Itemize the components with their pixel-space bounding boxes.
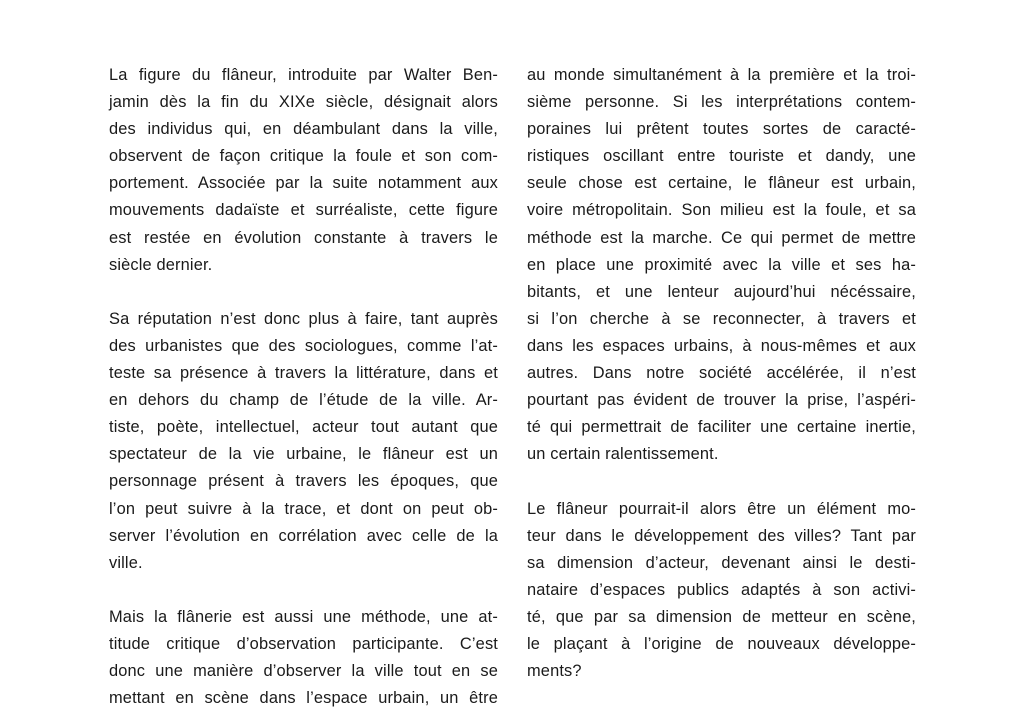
text-line: seule chose est certaine, le flâneur est urbain, xyxy=(527,174,916,193)
text-line: mettant en scène dans l’espace urbain, un être xyxy=(109,689,498,708)
paragraph-gap xyxy=(109,279,498,306)
text-line: dans les espaces urbains, à nous-mêmes et aux xyxy=(527,336,916,355)
text-column-left xyxy=(109,62,498,712)
text-line: donc une manière d’observer la ville tout en se xyxy=(109,662,498,681)
paragraph-gap xyxy=(527,468,916,495)
text-line: ville. xyxy=(109,553,143,572)
text-line: ments? xyxy=(527,662,582,681)
text-line: té qui permettrait de faciliter une certaine inertie, xyxy=(527,418,916,437)
text-line: nataire d’espaces publics adaptés à son activi- xyxy=(527,580,916,599)
text-line: server l’évolution en corrélation avec celle de la xyxy=(109,526,498,545)
text-line: teur dans le développement des villes? Tant par xyxy=(527,526,916,545)
text-line: spectateur de la vie urbaine, le flâneur est un xyxy=(109,445,498,464)
text-line: té, que par sa dimension de metteur en scène, xyxy=(527,607,916,626)
text-line: des individus qui, en déambulant dans la ville, xyxy=(109,120,498,139)
text-line: titude critique d’observation participante. C’est xyxy=(109,634,498,653)
text-line: La figure du flâneur, introduite par Walter Ben- xyxy=(109,66,498,84)
text-line: est restée en évolution constante à travers le xyxy=(109,228,498,247)
text-line: tiste, poète, intellectuel, acteur tout autant que xyxy=(109,418,498,437)
text-line: pourtant pas évident de trouver la prise, l’aspéri- xyxy=(527,391,916,410)
text-line: jamin dès la fin du XIXe siècle, désignait alors xyxy=(109,93,498,112)
text-line: si l’on cherche à se reconnecter, à travers et xyxy=(527,309,916,328)
text-line: l’on peut suivre à la trace, et dont on peut ob- xyxy=(109,499,498,518)
text-line: Mais la flânerie est aussi une méthode, une at- xyxy=(109,607,498,626)
text-line: personnage présent à travers les époques, que xyxy=(109,472,498,491)
text-line: en place une proximité avec la ville et ses ha- xyxy=(527,255,916,274)
text-line: sième personne. Si les interprétations contem- xyxy=(527,93,916,112)
text-line: siècle dernier. xyxy=(109,255,213,274)
text-line: le plaçant à l’origine de nouveaux développe- xyxy=(527,634,916,653)
text-line: en dehors du champ de l’étude de la ville. Ar- xyxy=(109,391,498,410)
text-line: Sa réputation n’est donc plus à faire, tant auprès xyxy=(109,309,498,328)
text-line: portement. Associée par la suite notamment aux xyxy=(109,174,498,193)
text-line: des urbanistes que des sociologues, comme l’at- xyxy=(109,336,498,355)
text-line: Le flâneur pourrait-il alors être un élément mo- xyxy=(527,499,916,518)
text-line: autres. Dans notre société accélérée, il n’est xyxy=(527,364,916,383)
text-line: sa dimension d’acteur, devenant ainsi le desti- xyxy=(527,553,916,572)
text-column-right xyxy=(527,62,916,685)
text-line: méthode est la marche. Ce qui permet de mettre xyxy=(527,228,916,247)
text-line: au monde simultanément à la première et la troi- xyxy=(527,66,916,84)
text-line: observent de façon critique la foule et son com- xyxy=(109,147,498,166)
text-line: mouvements dadaïste et surréaliste, cette figure xyxy=(109,201,498,220)
text-line: poraines lui prêtent toutes sortes de caracté- xyxy=(527,120,916,139)
text-line: un certain ralentissement. xyxy=(527,445,719,464)
text-line: voire métropolitain. Son milieu est la foule, et sa xyxy=(527,201,916,220)
text-line: ristiques oscillant entre touriste et dandy, une xyxy=(527,147,916,166)
paragraph-gap xyxy=(109,577,498,604)
text-line: teste sa présence à travers la littérature, dans et xyxy=(109,364,498,383)
text-line: bitants, et une lenteur aujourd’hui nécéssaire, xyxy=(527,282,916,301)
